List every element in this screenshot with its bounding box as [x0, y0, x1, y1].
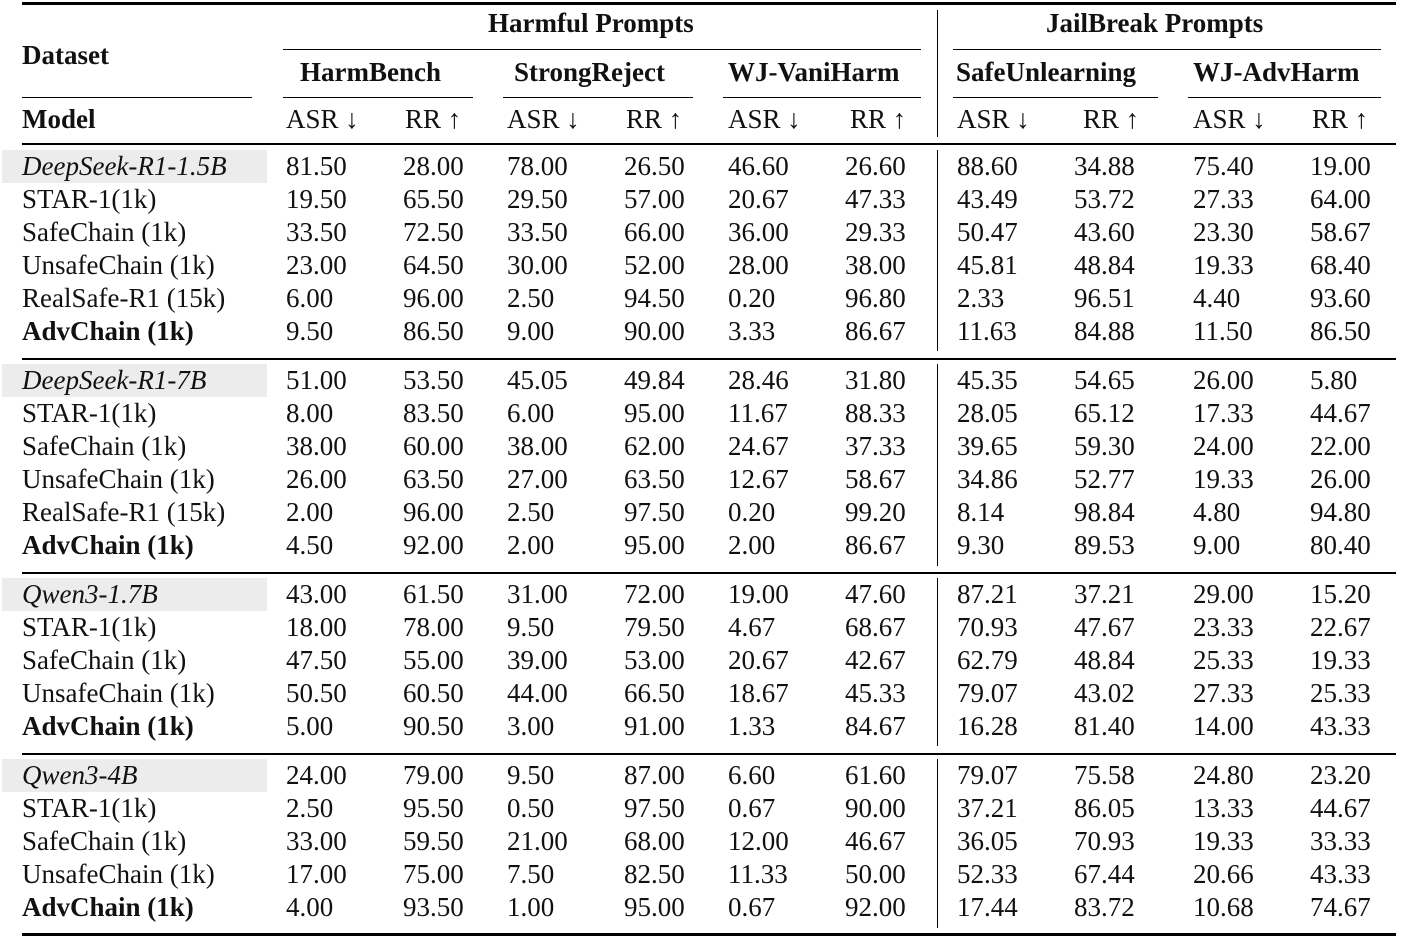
- table-cell: 50.00: [845, 859, 906, 889]
- table-cell: 37.21: [1074, 579, 1135, 609]
- table-cell: 50.47: [957, 217, 1018, 247]
- table-cell: 59.50: [403, 826, 464, 856]
- table-cell: 2.00: [507, 530, 555, 560]
- table-cell: 43.49: [957, 184, 1018, 214]
- table-cell: 17.33: [1193, 398, 1254, 428]
- table-cell: 52.00: [624, 250, 685, 280]
- table-cell: 9.30: [957, 530, 1005, 560]
- group-divider: [937, 150, 938, 351]
- model-name: STAR-1(1k): [22, 184, 157, 214]
- table-cell: 67.44: [1074, 859, 1135, 889]
- table-cell: 89.53: [1074, 530, 1135, 560]
- table-cell: 82.50: [624, 859, 685, 889]
- table-cell: 93.60: [1310, 283, 1371, 313]
- table-cell: 7.50: [507, 859, 555, 889]
- table-cell: 42.67: [845, 645, 906, 675]
- table-cell: 4.00: [286, 892, 334, 922]
- table-cell: 13.33: [1193, 793, 1254, 823]
- table-cell: 24.80: [1193, 760, 1254, 790]
- table-cell: 9.50: [507, 760, 555, 790]
- table-cell: 12.67: [728, 464, 789, 494]
- metric-strongreject-asr: ASR ↓: [507, 104, 580, 134]
- table-cell: 19.50: [286, 184, 347, 214]
- table-cell: 81.40: [1074, 711, 1135, 741]
- table-cell: 14.00: [1193, 711, 1254, 741]
- table-cell: 87.21: [957, 579, 1018, 609]
- table-cell: 2.50: [286, 793, 334, 823]
- table-cell: 4.80: [1193, 497, 1241, 527]
- metric-strongreject-rr: RR ↑: [626, 104, 683, 134]
- table-cell: 16.28: [957, 711, 1018, 741]
- table-cell: 97.50: [624, 793, 685, 823]
- table-cell: 29.00: [1193, 579, 1254, 609]
- table-cell: 10.68: [1193, 892, 1254, 922]
- header-rule: [22, 143, 1396, 145]
- table-cell: 1.33: [728, 711, 776, 741]
- table-cell: 93.50: [403, 892, 464, 922]
- table-cell: 96.51: [1074, 283, 1135, 313]
- table-cell: 86.05: [1074, 793, 1135, 823]
- table-cell: 0.67: [728, 793, 776, 823]
- table-cell: 66.00: [624, 217, 685, 247]
- table-cell: 9.00: [1193, 530, 1241, 560]
- table-cell: 99.20: [845, 497, 906, 527]
- table-cell: 47.33: [845, 184, 906, 214]
- table-cell: 27.00: [507, 464, 568, 494]
- table-cell: 20.66: [1193, 859, 1254, 889]
- table-cell: 17.00: [286, 859, 347, 889]
- table-cell: 4.67: [728, 612, 776, 642]
- table-cell: 24.00: [286, 760, 347, 790]
- table-cell: 46.67: [845, 826, 906, 856]
- table-cell: 63.50: [403, 464, 464, 494]
- table-cell: 72.50: [403, 217, 464, 247]
- table-cell: 4.50: [286, 530, 334, 560]
- table-cell: 38.00: [845, 250, 906, 280]
- table-cell: 28.00: [403, 151, 464, 181]
- table-cell: 92.00: [403, 530, 464, 560]
- table-cell: 2.33: [957, 283, 1005, 313]
- table-cell: 64.00: [1310, 184, 1371, 214]
- table-cell: 22.67: [1310, 612, 1371, 642]
- model-name: AdvChain (1k): [22, 530, 194, 560]
- table-cell: 25.33: [1193, 645, 1254, 675]
- table-cell: 25.33: [1310, 678, 1371, 708]
- table-cell: 58.67: [1310, 217, 1371, 247]
- table-cell: 21.00: [507, 826, 568, 856]
- table-cell: 66.50: [624, 678, 685, 708]
- table-cell: 91.00: [624, 711, 685, 741]
- table-cell: 46.60: [728, 151, 789, 181]
- table-cell: 34.88: [1074, 151, 1135, 181]
- group-divider-header: [937, 10, 938, 137]
- table-cell: 23.00: [286, 250, 347, 280]
- group-harmful-prompts: Harmful Prompts: [488, 8, 694, 38]
- group-divider: [937, 759, 938, 928]
- table-cell: 9.50: [507, 612, 555, 642]
- table-cell: 9.00: [507, 316, 555, 346]
- table-cell: 2.00: [728, 530, 776, 560]
- table-cell: 19.33: [1193, 250, 1254, 280]
- block-separator-rule: [22, 753, 1396, 755]
- table-cell: 0.20: [728, 497, 776, 527]
- model-name: STAR-1(1k): [22, 612, 157, 642]
- table-cell: 43.33: [1310, 711, 1371, 741]
- table-cell: 81.50: [286, 151, 347, 181]
- model-name: STAR-1(1k): [22, 793, 157, 823]
- table-cell: 26.00: [286, 464, 347, 494]
- table-cell: 68.67: [845, 612, 906, 642]
- model-name: AdvChain (1k): [22, 711, 194, 741]
- model-name: Qwen3-1.7B: [22, 579, 158, 609]
- table-cell: 68.40: [1310, 250, 1371, 280]
- model-name: UnsafeChain (1k): [22, 464, 215, 494]
- metric-wj-vaniharm-rr: RR ↑: [850, 104, 907, 134]
- block-separator-rule: [22, 358, 1396, 360]
- table-cell: 4.40: [1193, 283, 1241, 313]
- table-cell: 65.50: [403, 184, 464, 214]
- group-jailbreak-underline: [953, 49, 1381, 50]
- benchmark-wj-vaniharm: WJ-VaniHarm: [728, 57, 900, 87]
- table-cell: 24.00: [1193, 431, 1254, 461]
- table-cell: 2.50: [507, 283, 555, 313]
- table-cell: 79.50: [624, 612, 685, 642]
- table-cell: 47.67: [1074, 612, 1135, 642]
- table-cell: 60.00: [403, 431, 464, 461]
- table-cell: 92.00: [845, 892, 906, 922]
- table-cell: 0.50: [507, 793, 555, 823]
- table-cell: 79.07: [957, 678, 1018, 708]
- table-cell: 18.67: [728, 678, 789, 708]
- table-cell: 28.46: [728, 365, 789, 395]
- table-cell: 96.00: [403, 283, 464, 313]
- strongreject-underline: [503, 97, 693, 98]
- table-cell: 90.00: [624, 316, 685, 346]
- benchmark-strongreject: StrongReject: [514, 57, 665, 87]
- table-cell: 33.50: [507, 217, 568, 247]
- table-cell: 44.00: [507, 678, 568, 708]
- table-cell: 54.65: [1074, 365, 1135, 395]
- table-cell: 63.50: [624, 464, 685, 494]
- table-cell: 43.33: [1310, 859, 1371, 889]
- table-cell: 78.00: [507, 151, 568, 181]
- table-cell: 6.60: [728, 760, 776, 790]
- table-cell: 52.77: [1074, 464, 1135, 494]
- table-cell: 19.00: [728, 579, 789, 609]
- metric-wj-advharm-rr: RR ↑: [1312, 104, 1369, 134]
- benchmark-safeunlearning: SafeUnlearning: [956, 57, 1137, 87]
- table-cell: 72.00: [624, 579, 685, 609]
- table-cell: 26.50: [624, 151, 685, 181]
- table-cell: 28.00: [728, 250, 789, 280]
- table-cell: 18.00: [286, 612, 347, 642]
- dataset-label: Dataset: [22, 40, 109, 70]
- table-cell: 86.67: [845, 530, 906, 560]
- block-separator-rule: [22, 572, 1396, 574]
- safeunlearning-underline: [953, 97, 1158, 98]
- table-cell: 11.33: [728, 859, 788, 889]
- table-cell: 3.33: [728, 316, 776, 346]
- table-cell: 17.44: [957, 892, 1018, 922]
- model-name: DeepSeek-R1-1.5B: [22, 151, 227, 181]
- table-cell: 27.33: [1193, 184, 1254, 214]
- harmbench-underline: [283, 97, 473, 98]
- table-cell: 20.67: [728, 184, 789, 214]
- table-cell: 95.00: [624, 892, 685, 922]
- benchmark-harmbench: HarmBench: [300, 57, 441, 87]
- table-cell: 57.00: [624, 184, 685, 214]
- model-name: UnsafeChain (1k): [22, 250, 215, 280]
- group-divider: [937, 578, 938, 746]
- table-cell: 24.67: [728, 431, 789, 461]
- table-cell: 23.20: [1310, 760, 1371, 790]
- table-cell: 11.63: [957, 316, 1017, 346]
- table-cell: 60.50: [403, 678, 464, 708]
- table-cell: 44.67: [1310, 398, 1371, 428]
- table-cell: 33.00: [286, 826, 347, 856]
- table-cell: 34.86: [957, 464, 1018, 494]
- table-cell: 52.33: [957, 859, 1018, 889]
- table-cell: 0.20: [728, 283, 776, 313]
- model-name: UnsafeChain (1k): [22, 678, 215, 708]
- model-name: Qwen3-4B: [22, 760, 138, 790]
- table-cell: 2.00: [286, 497, 334, 527]
- table-cell: 20.67: [728, 645, 789, 675]
- table-cell: 39.65: [957, 431, 1018, 461]
- table-cell: 33.50: [286, 217, 347, 247]
- table-cell: 50.50: [286, 678, 347, 708]
- table-cell: 31.00: [507, 579, 568, 609]
- table-cell: 49.84: [624, 365, 685, 395]
- table-cell: 70.93: [1074, 826, 1135, 856]
- dataset-underline: [22, 97, 252, 98]
- group-divider: [937, 364, 938, 566]
- table-cell: 45.81: [957, 250, 1018, 280]
- table-cell: 45.33: [845, 678, 906, 708]
- table-cell: 86.67: [845, 316, 906, 346]
- metric-harmbench-rr: RR ↑: [405, 104, 462, 134]
- metric-wj-vaniharm-asr: ASR ↓: [728, 104, 801, 134]
- table-cell: 44.67: [1310, 793, 1371, 823]
- table-cell: 37.33: [845, 431, 906, 461]
- table-cell: 30.00: [507, 250, 568, 280]
- table-cell: 79.00: [403, 760, 464, 790]
- model-name: RealSafe-R1 (15k): [22, 283, 226, 313]
- table-cell: 88.60: [957, 151, 1018, 181]
- table-cell: 19.33: [1310, 645, 1371, 675]
- model-name: AdvChain (1k): [22, 316, 194, 346]
- table-cell: 61.60: [845, 760, 906, 790]
- table-cell: 27.33: [1193, 678, 1254, 708]
- table-cell: 39.00: [507, 645, 568, 675]
- table-cell: 29.33: [845, 217, 906, 247]
- table-cell: 90.00: [845, 793, 906, 823]
- metric-safeunlearning-rr: RR ↑: [1083, 104, 1140, 134]
- table-cell: 95.00: [624, 530, 685, 560]
- model-label: Model: [22, 104, 96, 134]
- table-cell: 8.00: [286, 398, 334, 428]
- table-cell: 59.30: [1074, 431, 1135, 461]
- table-cell: 97.50: [624, 497, 685, 527]
- table-cell: 53.72: [1074, 184, 1135, 214]
- table-cell: 43.02: [1074, 678, 1135, 708]
- table-cell: 5.00: [286, 711, 334, 741]
- wj-vaniharm-underline: [723, 97, 921, 98]
- table-cell: 84.67: [845, 711, 906, 741]
- table-top-rule: [22, 2, 1396, 5]
- benchmark-wj-advharm: WJ-AdvHarm: [1193, 57, 1360, 87]
- metric-harmbench-asr: ASR ↓: [286, 104, 359, 134]
- table-cell: 61.50: [403, 579, 464, 609]
- table-cell: 65.12: [1074, 398, 1135, 428]
- table-cell: 19.00: [1310, 151, 1371, 181]
- table-cell: 5.80: [1310, 365, 1358, 395]
- table-cell: 22.00: [1310, 431, 1371, 461]
- table-cell: 98.84: [1074, 497, 1135, 527]
- model-name: AdvChain (1k): [22, 892, 194, 922]
- table-cell: 28.05: [957, 398, 1018, 428]
- table-cell: 80.40: [1310, 530, 1371, 560]
- table-cell: 11.50: [1193, 316, 1253, 346]
- table-cell: 0.67: [728, 892, 776, 922]
- table-cell: 26.60: [845, 151, 906, 181]
- table-cell: 78.00: [403, 612, 464, 642]
- table-cell: 43.00: [286, 579, 347, 609]
- table-cell: 48.84: [1074, 250, 1135, 280]
- table-cell: 9.50: [286, 316, 334, 346]
- table-cell: 86.50: [403, 316, 464, 346]
- table-cell: 8.14: [957, 497, 1005, 527]
- table-cell: 75.00: [403, 859, 464, 889]
- table-cell: 75.40: [1193, 151, 1254, 181]
- group-jailbreak-prompts: JailBreak Prompts: [1046, 8, 1264, 38]
- table-cell: 70.93: [957, 612, 1018, 642]
- table-cell: 86.50: [1310, 316, 1371, 346]
- model-name: DeepSeek-R1-7B: [22, 365, 207, 395]
- table-cell: 19.33: [1193, 826, 1254, 856]
- table-cell: 37.21: [957, 793, 1018, 823]
- table-cell: 88.33: [845, 398, 906, 428]
- table-cell: 87.00: [624, 760, 685, 790]
- table-cell: 38.00: [507, 431, 568, 461]
- table-cell: 26.00: [1193, 365, 1254, 395]
- group-harmful-underline: [283, 49, 921, 50]
- table-cell: 55.00: [403, 645, 464, 675]
- table-cell: 47.60: [845, 579, 906, 609]
- table-cell: 12.00: [728, 826, 789, 856]
- table-cell: 51.00: [286, 365, 347, 395]
- table-cell: 96.00: [403, 497, 464, 527]
- table-cell: 96.80: [845, 283, 906, 313]
- table-cell: 1.00: [507, 892, 555, 922]
- table-cell: 43.60: [1074, 217, 1135, 247]
- table-cell: 95.50: [403, 793, 464, 823]
- table-cell: 3.00: [507, 711, 555, 741]
- table-cell: 19.33: [1193, 464, 1254, 494]
- table-cell: 68.00: [624, 826, 685, 856]
- table-cell: 58.67: [845, 464, 906, 494]
- table-cell: 83.50: [403, 398, 464, 428]
- table-cell: 36.05: [957, 826, 1018, 856]
- table-cell: 84.88: [1074, 316, 1135, 346]
- table-cell: 36.00: [728, 217, 789, 247]
- wj-advharm-underline: [1188, 97, 1381, 98]
- table-cell: 90.50: [403, 711, 464, 741]
- table-cell: 53.00: [624, 645, 685, 675]
- table-cell: 45.05: [507, 365, 568, 395]
- model-name: STAR-1(1k): [22, 398, 157, 428]
- model-name: UnsafeChain (1k): [22, 859, 215, 889]
- model-name: SafeChain (1k): [22, 645, 187, 675]
- table-cell: 95.00: [624, 398, 685, 428]
- table-cell: 53.50: [403, 365, 464, 395]
- table-cell: 79.07: [957, 760, 1018, 790]
- table-cell: 31.80: [845, 365, 906, 395]
- table-cell: 33.33: [1310, 826, 1371, 856]
- table-cell: 75.58: [1074, 760, 1135, 790]
- table-cell: 2.50: [507, 497, 555, 527]
- table-cell: 29.50: [507, 184, 568, 214]
- table-cell: 94.50: [624, 283, 685, 313]
- table-cell: 15.20: [1310, 579, 1371, 609]
- table-cell: 26.00: [1310, 464, 1371, 494]
- table-cell: 62.00: [624, 431, 685, 461]
- model-name: RealSafe-R1 (15k): [22, 497, 226, 527]
- table-cell: 6.00: [507, 398, 555, 428]
- table-cell: 23.33: [1193, 612, 1254, 642]
- table-cell: 45.35: [957, 365, 1018, 395]
- table-cell: 94.80: [1310, 497, 1371, 527]
- table-cell: 64.50: [403, 250, 464, 280]
- table-cell: 74.67: [1310, 892, 1371, 922]
- table-cell: 23.30: [1193, 217, 1254, 247]
- table-cell: 11.67: [728, 398, 788, 428]
- table-cell: 62.79: [957, 645, 1018, 675]
- metric-safeunlearning-asr: ASR ↓: [957, 104, 1030, 134]
- table-cell: 48.84: [1074, 645, 1135, 675]
- table-cell: 47.50: [286, 645, 347, 675]
- table-bottom-rule: [22, 933, 1396, 936]
- table-cell: 6.00: [286, 283, 334, 313]
- table-cell: 38.00: [286, 431, 347, 461]
- metric-wj-advharm-asr: ASR ↓: [1193, 104, 1266, 134]
- model-name: SafeChain (1k): [22, 217, 187, 247]
- model-name: SafeChain (1k): [22, 431, 187, 461]
- table-cell: 83.72: [1074, 892, 1135, 922]
- model-name: SafeChain (1k): [22, 826, 187, 856]
